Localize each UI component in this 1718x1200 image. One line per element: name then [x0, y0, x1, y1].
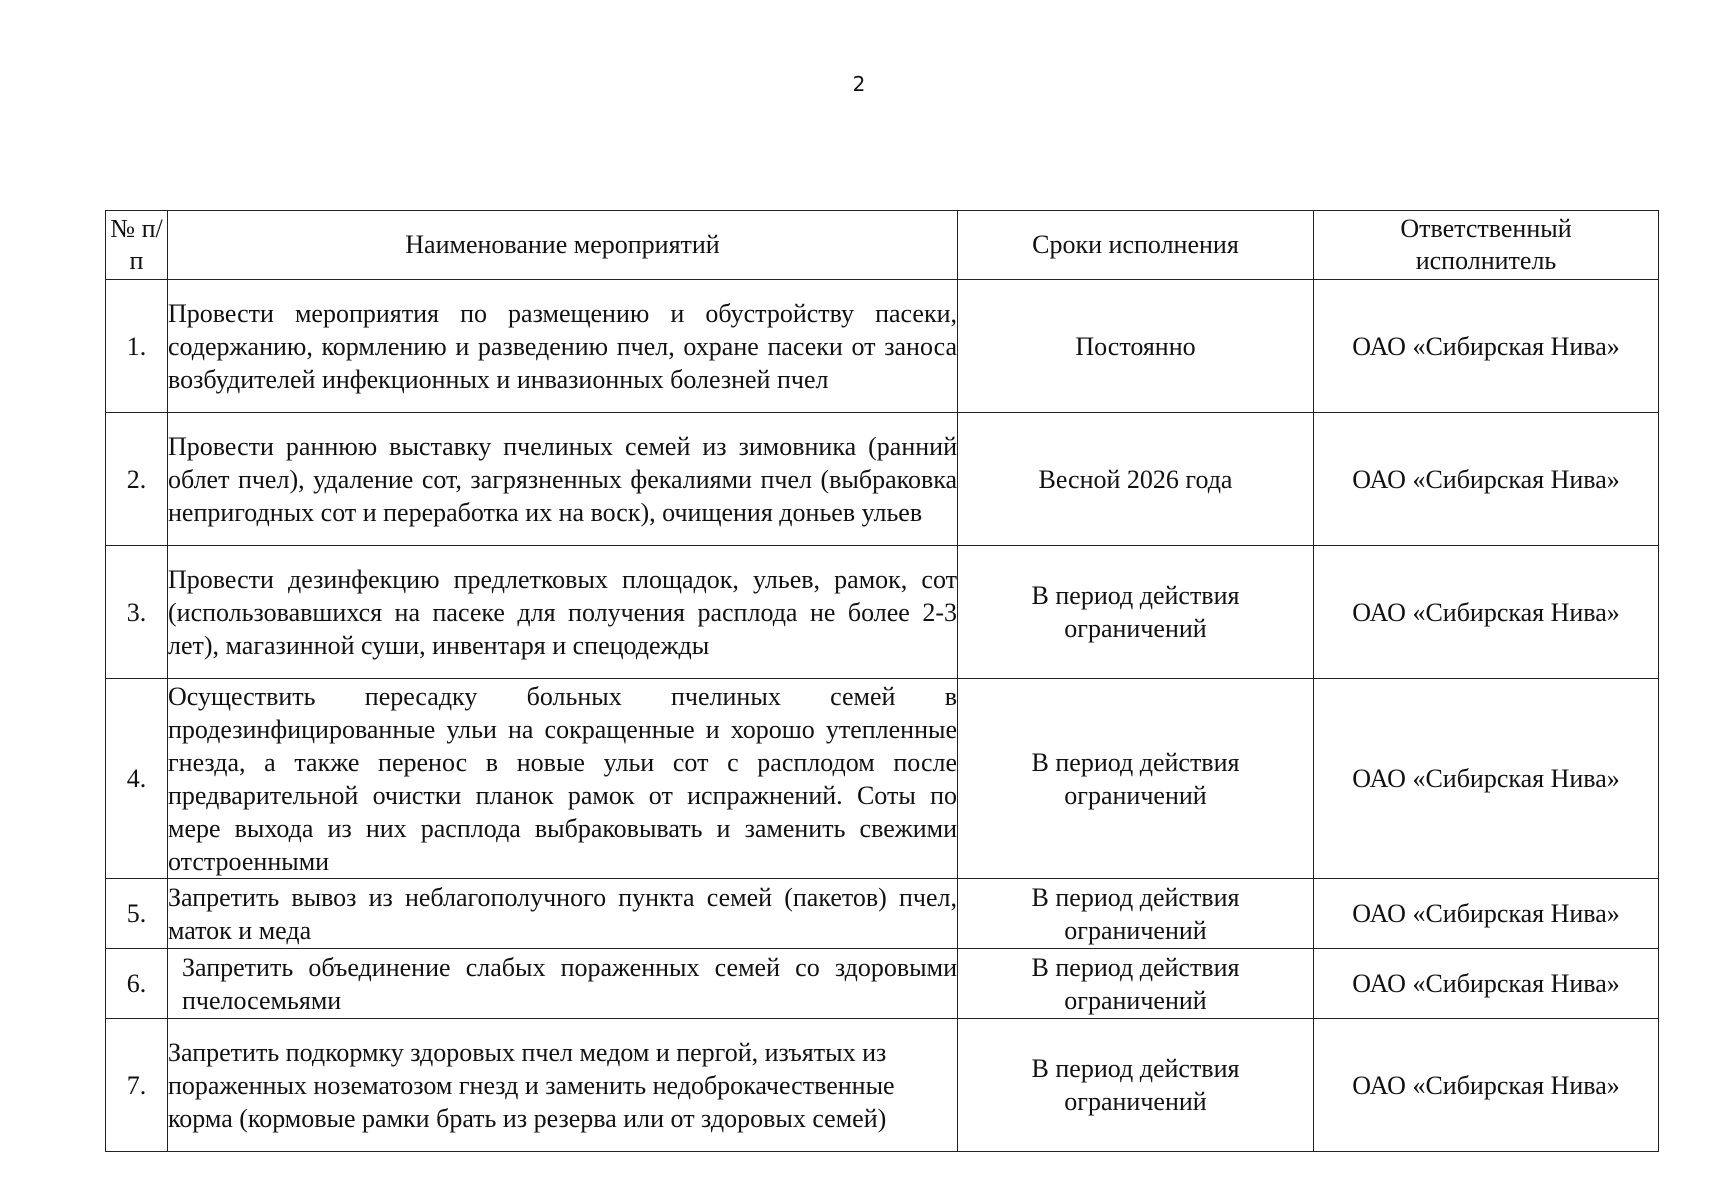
row-term: В период действия ограничений — [958, 546, 1314, 679]
header-term: Сроки исполнения — [958, 211, 1314, 280]
row-term: Весной 2026 года — [958, 413, 1314, 546]
table-row — [106, 879, 1659, 949]
row-term: В период действия ограничений — [958, 679, 1314, 879]
row-responsible: ОАО «Сибирская Нива» — [1314, 1019, 1659, 1152]
table-row — [106, 413, 1659, 546]
row-responsible: ОАО «Сибирская Нива» — [1314, 280, 1659, 413]
row-num: 2. — [106, 413, 168, 546]
row-name: Провести раннюю выставку пчелиных семей из зимовника (ранний облет пчел), удаление сот, загрязненных фекалиями пчел (выбраковка непригодных сот и переработка их на воск), очищения доньев ульев — [168, 413, 958, 546]
measures-table — [105, 210, 1659, 1152]
header-num: № п/п — [106, 211, 168, 280]
row-responsible: ОАО «Сибирская Нива» — [1314, 413, 1659, 546]
row-term: Постоянно — [958, 280, 1314, 413]
row-num: 3. — [106, 546, 168, 679]
page-number: 2 — [852, 72, 866, 96]
table-row — [106, 679, 1659, 879]
row-num: 4. — [106, 679, 168, 879]
table-row — [106, 280, 1659, 413]
header-name: Наименование мероприятий — [168, 211, 958, 280]
row-name: Запретить объединение слабых пораженных семей со здоровыми пчелосемьями — [168, 949, 958, 1019]
row-term: В период действия ограничений — [958, 1019, 1314, 1152]
row-name: Запретить вывоз из неблагополучного пункта семей (пакетов) пчел, маток и меда — [168, 879, 958, 949]
row-name: Провести мероприятия по размещению и обустройству пасеки, содержанию, кормлению и разведению пчел, охране пасеки от заноса возбудителей инфекционных и инвазионных болезней пчел — [168, 280, 958, 413]
row-term: В период действия ограничений — [958, 879, 1314, 949]
row-num: 1. — [106, 280, 168, 413]
row-num: 7. — [106, 1019, 168, 1152]
header-responsible: Ответственный исполнитель — [1314, 211, 1659, 280]
row-name: Провести дезинфекцию предлетковых площадок, ульев, рамок, сот (использовавшихся на пасеке для получения расплода не более 2-3 лет), магазинной суши, инвентаря и спецодежды — [168, 546, 958, 679]
row-name: Осуществить пересадку больных пчелиных семей в продезинфицированные ульи на сокращенные и хорошо утепленные гнезда, а также перенос в новые ульи сот с расплодом после предварительной очистки планок рамок от испражнений. Соты по мере выхода из них расплода выбраковывать и заменить свежими отстроенными — [168, 679, 958, 879]
row-responsible: ОАО «Сибирская Нива» — [1314, 879, 1659, 949]
row-num: 5. — [106, 879, 168, 949]
row-responsible: ОАО «Сибирская Нива» — [1314, 546, 1659, 679]
table-row — [106, 1019, 1659, 1152]
table-header-row — [106, 211, 1659, 280]
table-row — [106, 546, 1659, 679]
row-term: В период действия ограничений — [958, 949, 1314, 1019]
row-num: 6. — [106, 949, 168, 1019]
row-responsible: ОАО «Сибирская Нива» — [1314, 949, 1659, 1019]
row-responsible: ОАО «Сибирская Нива» — [1314, 679, 1659, 879]
table-row — [106, 949, 1659, 1019]
row-name: Запретить подкормку здоровых пчел медом и пергой, изъятых из пораженных нозематозом гнезд и заменить недоброкачественные корма (кормовые рамки брать из резерва или от здоровых семей) — [168, 1019, 958, 1152]
